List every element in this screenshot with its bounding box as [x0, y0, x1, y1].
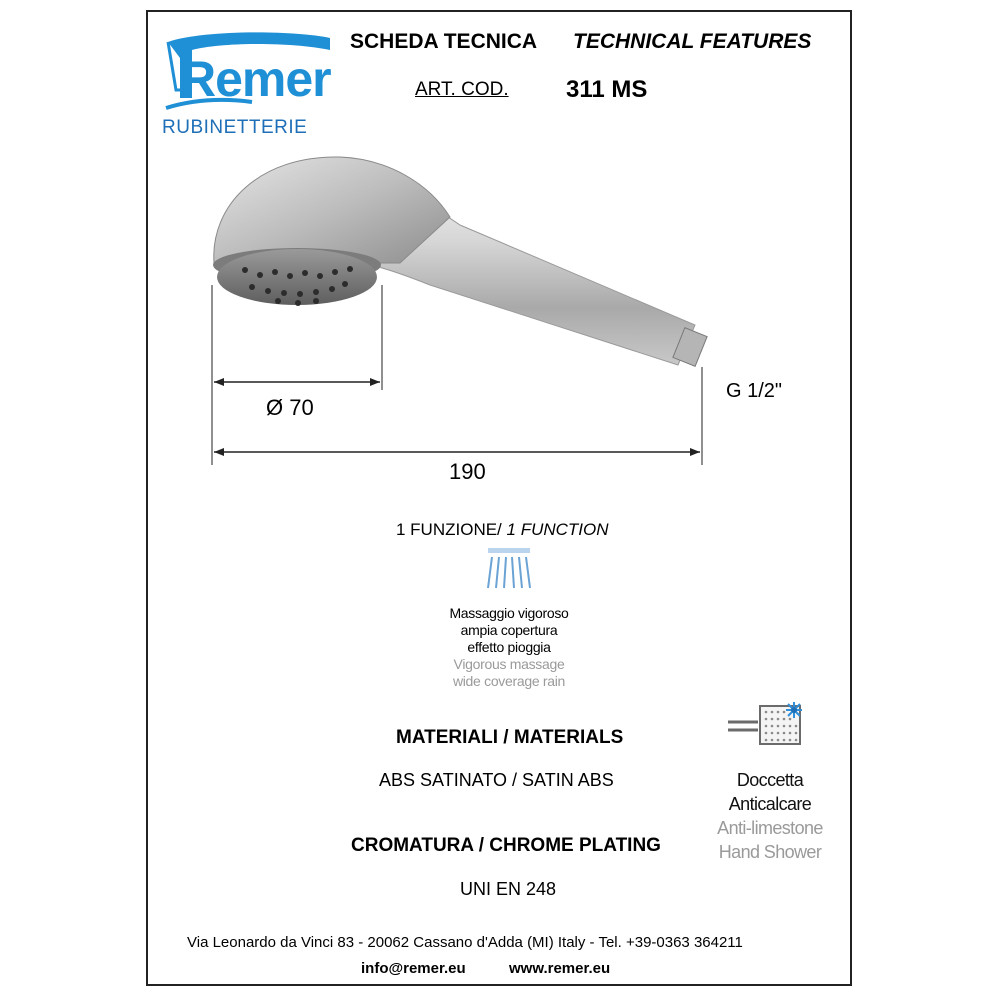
brand-name: Remer [180, 51, 331, 107]
feature-en-line: Anti-limestone [717, 818, 823, 838]
article-code: 311 MS [566, 76, 648, 103]
feature-en-line: Hand Shower [718, 842, 822, 862]
anti-limestone-label [700, 768, 840, 864]
brand-subtitle: RUBINETTERIE [162, 117, 308, 138]
title-italian: SCHEDA TECNICA [350, 30, 538, 53]
article-label: ART. COD. [415, 79, 509, 100]
function-description [409, 605, 609, 690]
plating-title: CROMATURA / CHROME PLATING [351, 835, 661, 856]
hand-shower-drawing [200, 145, 760, 475]
desc-it-line: Massaggio vigoroso [449, 605, 569, 621]
thread-size: G 1/2" [726, 380, 783, 402]
length-dimension: 190 [449, 459, 486, 484]
feature-it-line: Doccetta [736, 770, 804, 790]
materials-title: MATERIALI / MATERIALS [396, 727, 624, 748]
desc-it-line: effetto pioggia [467, 639, 551, 655]
desc-it-line: ampia copertura [460, 622, 558, 638]
diameter-dimension: Ø 70 [266, 395, 314, 420]
rain-spray-icon [486, 548, 532, 590]
anti-limestone-icon [728, 700, 812, 748]
company-address: Via Leonardo da Vinci 83 - 20062 Cassano d'Adda (MI) Italy - Tel. +39-0363 364211 [187, 934, 743, 951]
contact-email[interactable]: info@remer.eu [361, 960, 466, 977]
function-label: 1 FUNZIONE/ 1 FUNCTION [396, 520, 609, 539]
title-english: TECHNICAL FEATURES [573, 30, 812, 53]
plating-value: UNI EN 248 [460, 879, 557, 899]
materials-value: ABS SATINATO / SATIN ABS [379, 770, 614, 790]
desc-en-line: wide coverage rain [452, 673, 566, 689]
feature-it-line: Anticalcare [728, 794, 812, 814]
desc-en-line: Vigorous massage [453, 656, 565, 672]
contact-website[interactable]: www.remer.eu [509, 960, 611, 977]
